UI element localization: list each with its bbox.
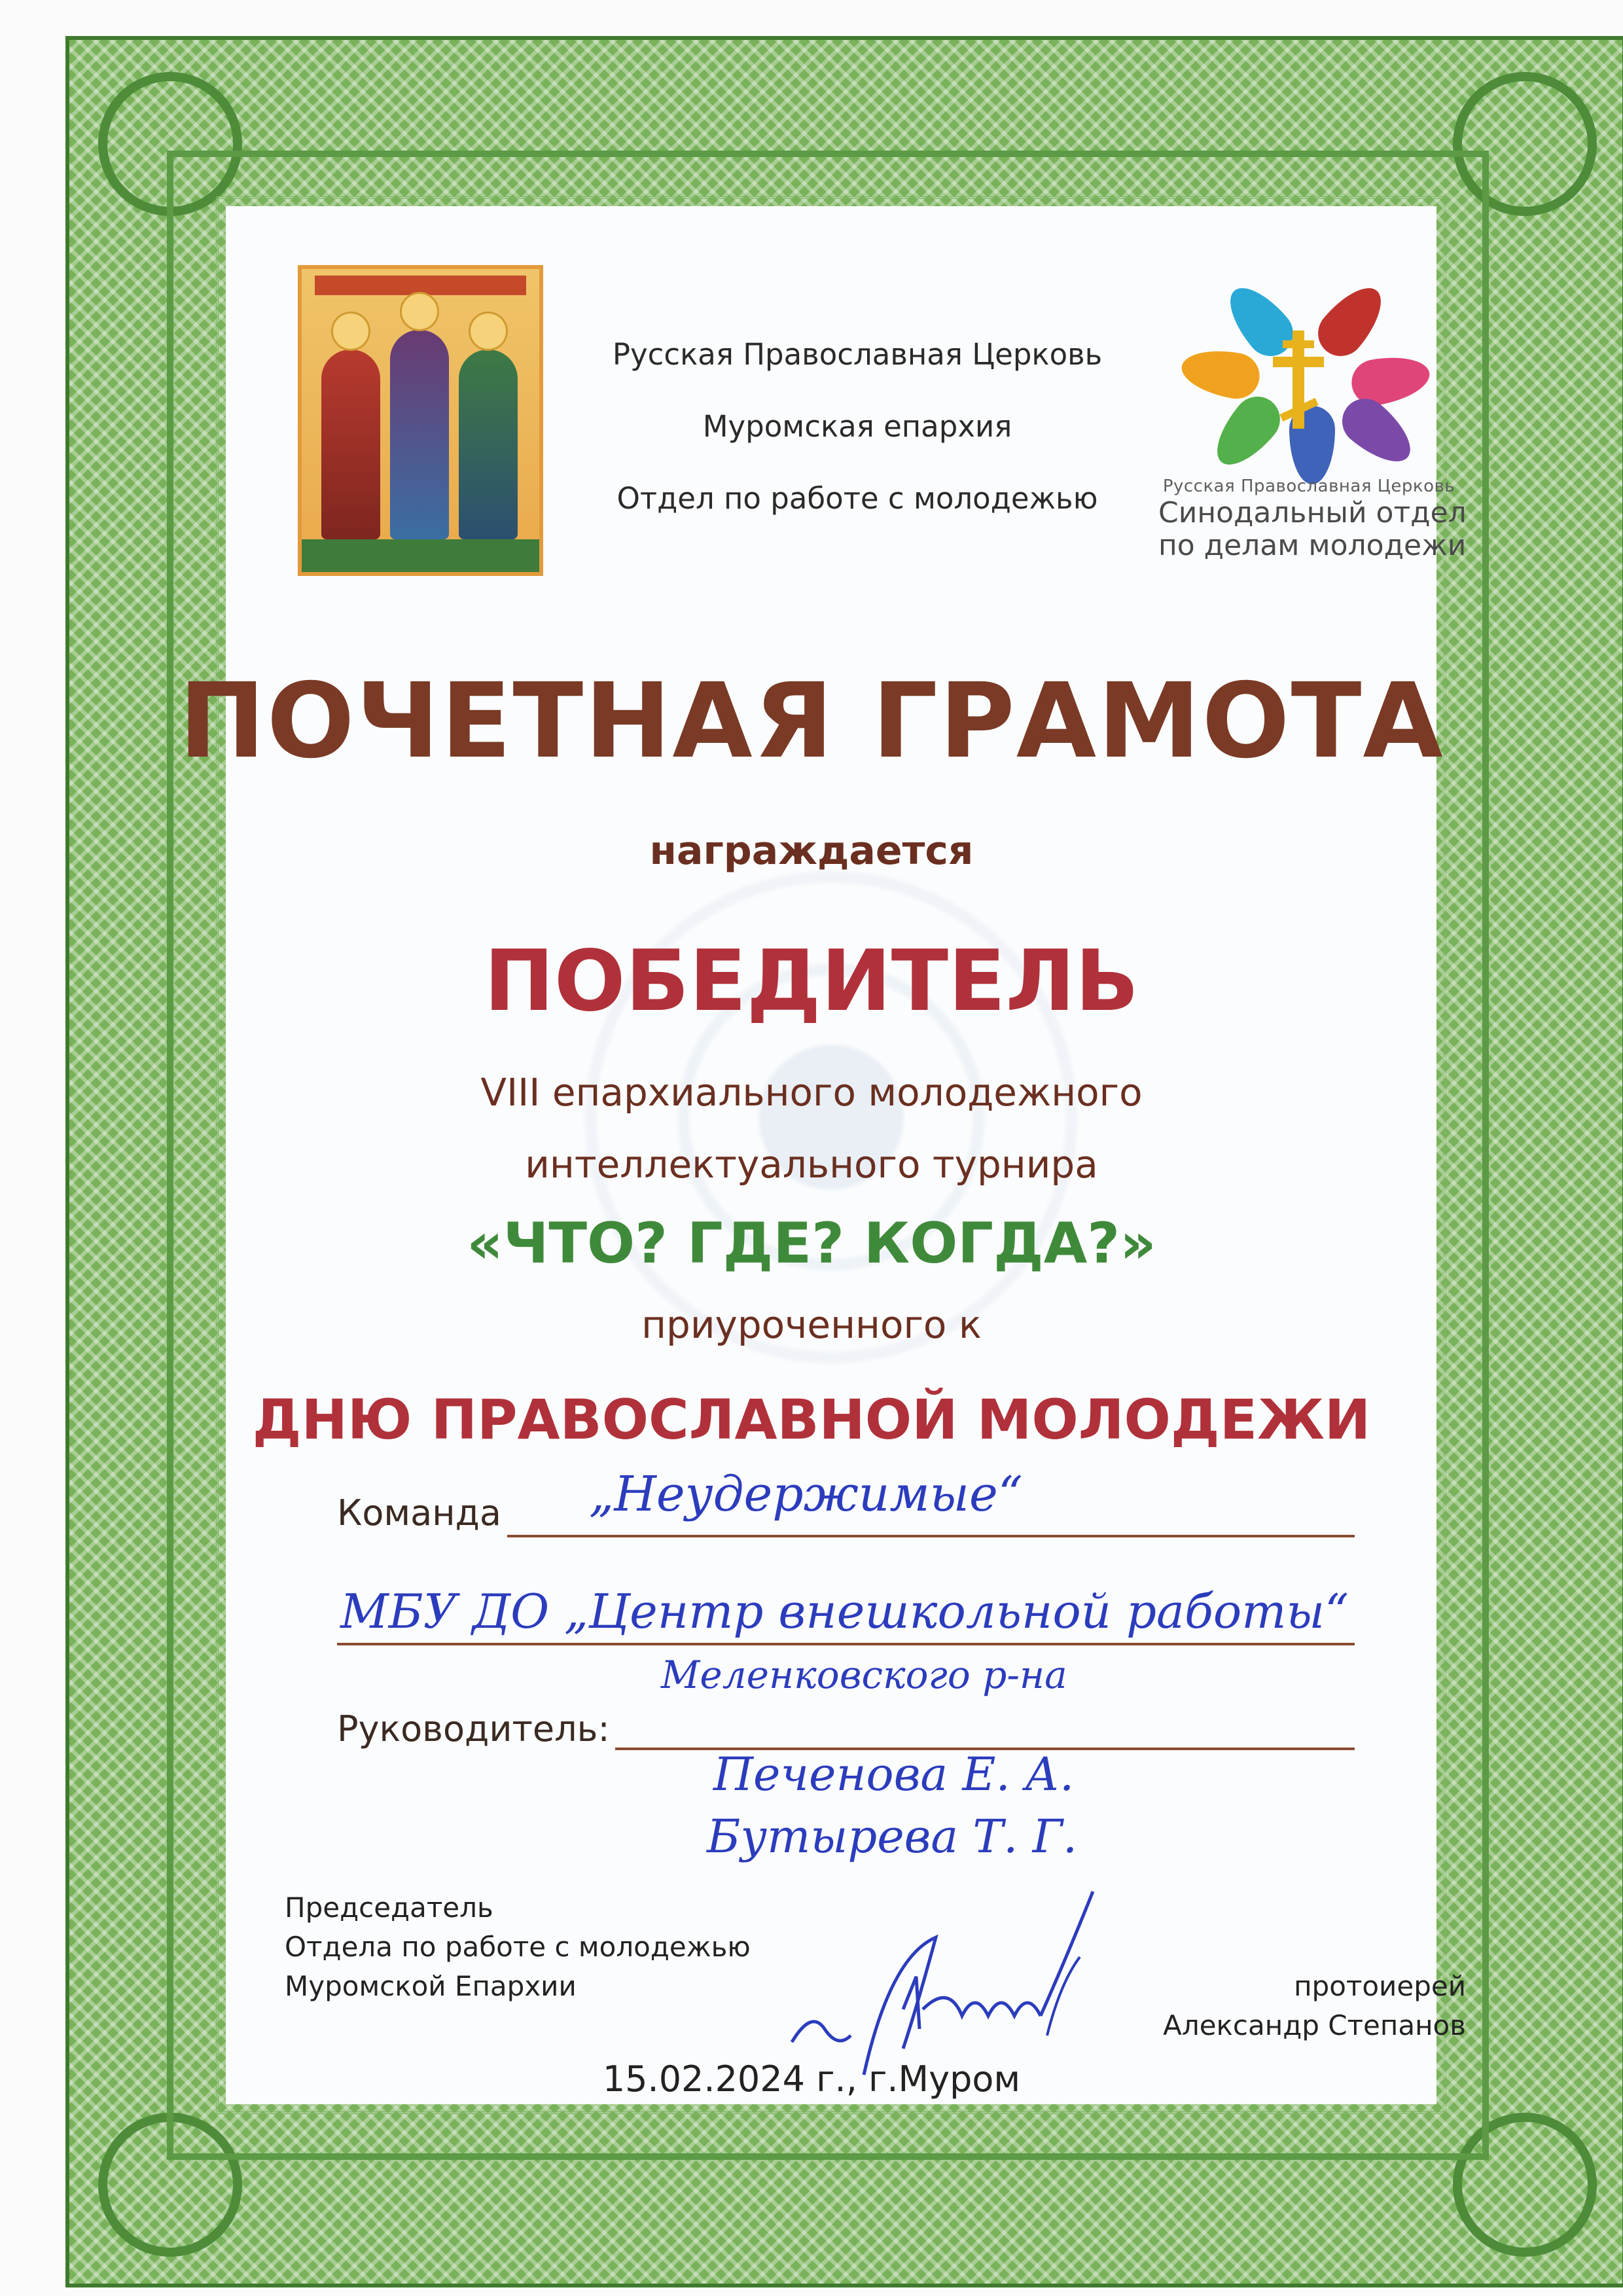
header-department: Отдел по работе с молодежью	[616, 481, 1098, 516]
handwritten-signature	[753, 1878, 1119, 2088]
team-underline	[507, 1535, 1355, 1537]
saint-figure	[390, 330, 449, 539]
org-value-handwritten-line2: Меленковского р-на	[661, 1653, 1067, 1697]
team-value-handwritten: „Неудержимые“	[589, 1466, 1023, 1522]
saint-figure	[459, 350, 518, 539]
winner-title: ПОБЕДИТЕЛЬ	[484, 933, 1139, 1030]
logo-petal	[1178, 344, 1263, 403]
game-name: «ЧТО? ГДЕ? КОГДА?»	[467, 1211, 1156, 1276]
org-value-handwritten: МБУ ДО „Центр внешкольной работы“	[340, 1584, 1349, 1639]
event-line1: VIII епархиального молодежного	[480, 1070, 1143, 1115]
chairman-line3: Муромской Епархии	[285, 1970, 577, 2002]
awarded-text: награждается	[649, 828, 974, 874]
logo-petal	[1204, 387, 1290, 477]
signer-title: протоиерей	[1294, 1970, 1466, 2002]
certificate-title: ПОЧЕТНАЯ ГРАМОТА	[179, 661, 1444, 781]
header-diocese: Муромская епархия	[702, 409, 1012, 444]
synodal-department-logo	[1158, 268, 1467, 569]
halo	[469, 312, 508, 351]
halo	[400, 292, 439, 331]
issue-date: 15.02.2024 г., г.Муром	[602, 2058, 1021, 2100]
saints-icon-image	[298, 265, 543, 576]
logo-text-line1: Русская Православная Церковь	[1162, 476, 1455, 496]
header-church: Русская Православная Церковь	[612, 337, 1103, 372]
chairman-line2: Отдела по работе с молодежью	[285, 1931, 751, 1963]
leader1-handwritten: Печенова Е. А.	[713, 1748, 1075, 1801]
logo-petal	[1309, 276, 1395, 366]
logo-text-line2: Синодальный отдел	[1158, 496, 1467, 529]
org-underline	[337, 1643, 1355, 1645]
cross-bar	[1273, 357, 1324, 367]
halo	[331, 312, 370, 351]
event-line2: интеллектуального турнира	[525, 1142, 1098, 1187]
icon-ground	[302, 539, 539, 572]
leader2-handwritten: Бутырева Т. Г.	[707, 1810, 1078, 1863]
chairman-line1: Председатель	[285, 1892, 493, 1924]
day-title: ДНЮ ПРАВОСЛАВНОЙ МОЛОДЕЖИ	[252, 1388, 1371, 1452]
team-label: Команда	[337, 1492, 501, 1534]
cross-bar	[1283, 340, 1314, 348]
logo-text-line3: по делам молодежи	[1158, 529, 1467, 562]
signer-name: Александр Степанов	[1163, 2009, 1466, 2041]
leader-label: Руководитель:	[337, 1708, 610, 1749]
dedicated-text: приуроченного к	[641, 1302, 982, 1347]
logo-petal	[1333, 389, 1423, 475]
saint-figure	[321, 350, 380, 539]
